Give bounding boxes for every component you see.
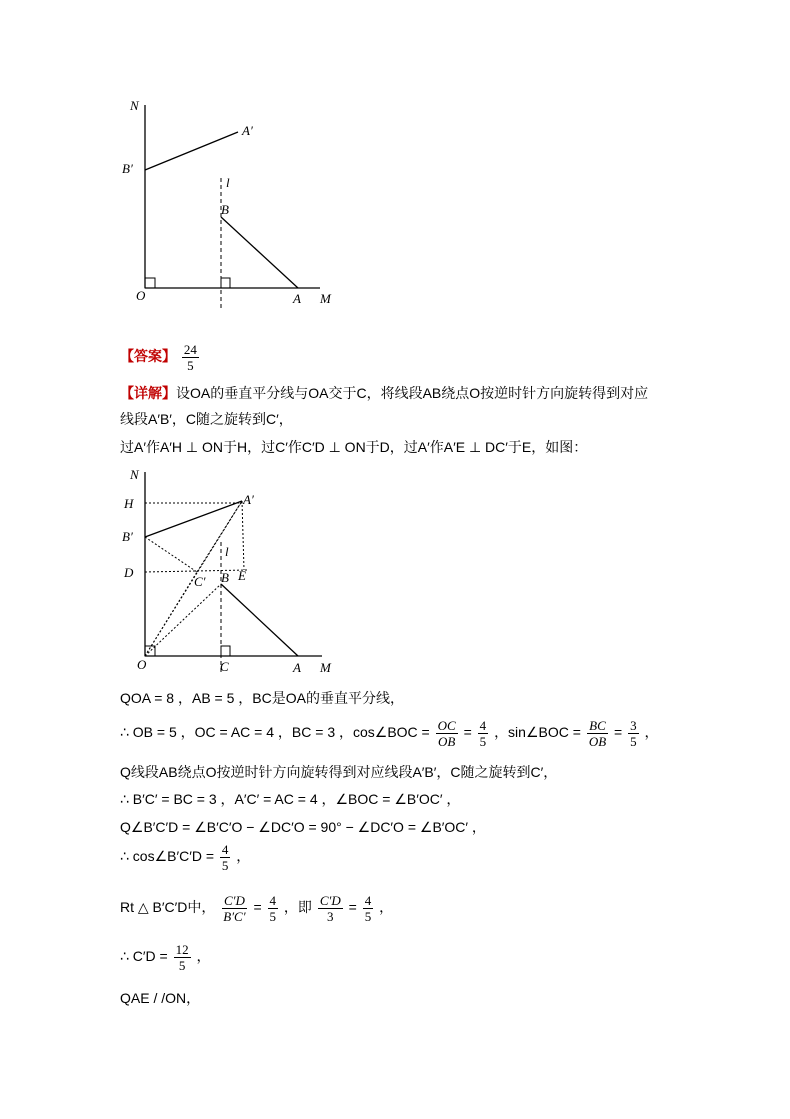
step-2-text-b: ，sin∠BOC = bbox=[494, 724, 581, 741]
step-9: QAE / /ON， bbox=[120, 990, 201, 1006]
figure-2-diagram bbox=[110, 462, 350, 680]
dotted-b-prime-c-prime bbox=[145, 537, 197, 572]
step-8-text: ∴ C′D = bbox=[120, 948, 168, 965]
detail-label: 【详解】 bbox=[120, 385, 176, 401]
frac-cd-3-den: 3 bbox=[327, 909, 334, 924]
right-angle-c-2 bbox=[221, 646, 230, 656]
step-2 bbox=[120, 718, 659, 749]
step-7-eq-1: = bbox=[253, 899, 262, 916]
frac-4-5-d-den: 5 bbox=[364, 909, 372, 924]
step-3: Q线段AB绕点O按逆时针方向旋转得到对应线段A′B′，C随之旋转到C′， bbox=[120, 764, 558, 780]
right-angle-c bbox=[221, 278, 230, 288]
answer-denominator: 5 bbox=[187, 358, 194, 373]
label-l-2: l bbox=[225, 544, 229, 559]
frac-12-5-den: 5 bbox=[178, 958, 186, 973]
frac-4-5-a-den: 5 bbox=[479, 734, 487, 749]
frac-4-5-b-den: 5 bbox=[221, 858, 229, 873]
frac-4-5-d-num: 4 bbox=[364, 893, 372, 908]
label-b-2: B bbox=[221, 570, 229, 585]
label-o: O bbox=[136, 288, 146, 303]
frac-cd-bc-num: C′D bbox=[223, 893, 245, 908]
frac-cd-bc-den: B′C′ bbox=[223, 909, 246, 924]
step-2-eq-2: = bbox=[614, 724, 623, 741]
answer-numerator: 24 bbox=[183, 342, 197, 357]
segment-ab-2 bbox=[221, 584, 298, 656]
step-5: Q∠B′C′D = ∠B′C′O − ∠DC′O = 90° − ∠DC′O = ∠B′OC′ ， bbox=[120, 819, 486, 835]
frac-4-5-c-num: 4 bbox=[269, 893, 277, 908]
answer-label: 【答案】 bbox=[120, 348, 176, 365]
dotted-a-prime-e bbox=[242, 501, 244, 570]
frac-12-5 bbox=[174, 942, 191, 973]
label-m: M bbox=[320, 291, 331, 306]
frac-oc-ob-num: OC bbox=[437, 718, 456, 733]
frac-bc-ob-den: OB bbox=[588, 734, 607, 749]
step-8-end: ， bbox=[196, 948, 211, 965]
label-a: A bbox=[293, 291, 301, 306]
step-7-text-b: ，即 bbox=[283, 899, 312, 916]
frac-oc-ob-den: OB bbox=[438, 734, 456, 749]
step-6 bbox=[120, 842, 250, 873]
frac-4-5-b-num: 4 bbox=[221, 842, 229, 857]
segment-ab bbox=[221, 217, 298, 288]
label-c: C bbox=[220, 659, 229, 674]
detail-line-3: 过A′作A′H ⊥ ON于H，过C′作C′D ⊥ ON于D，过A′作A′E ⊥ DC′于E，如图： bbox=[120, 439, 588, 455]
label-l: l bbox=[226, 175, 230, 190]
label-a-prime: A′ bbox=[242, 123, 253, 138]
detail-line-2: 线段A′B′，C随之旋转到C′， bbox=[120, 411, 293, 427]
label-d: D bbox=[124, 565, 134, 580]
label-o-2: O bbox=[137, 657, 147, 672]
answer-line bbox=[120, 342, 201, 373]
segment-a-prime-b-prime bbox=[145, 132, 238, 170]
frac-cd-3 bbox=[318, 893, 343, 924]
label-a-prime-2: A′ bbox=[243, 492, 254, 507]
label-n: N bbox=[130, 98, 139, 113]
step-2-eq-1: = bbox=[463, 724, 472, 741]
frac-bc-ob-num: BC bbox=[589, 718, 606, 733]
label-h: H bbox=[124, 496, 134, 511]
frac-4-5-a bbox=[478, 718, 489, 749]
label-b: B bbox=[221, 202, 229, 217]
step-2-text-a: ∴ OB = 5 ，OC = AC = 4 ，BC = 3 ，cos∠BOC = bbox=[120, 724, 430, 741]
frac-4-5-c bbox=[268, 893, 279, 924]
label-b-prime-2: B′ bbox=[122, 529, 133, 544]
frac-12-5-num: 12 bbox=[175, 942, 189, 957]
frac-3-5-den: 5 bbox=[630, 734, 637, 749]
label-a-2: A bbox=[293, 660, 301, 675]
step-6-end: ， bbox=[236, 848, 251, 865]
frac-cd-3-num: C′D bbox=[319, 893, 341, 908]
frac-3-5 bbox=[628, 718, 639, 749]
step-1: QOA = 8 ，AB = 5 ，BC是OA的垂直平分线， bbox=[120, 690, 404, 706]
step-7 bbox=[120, 893, 393, 924]
step-8 bbox=[120, 942, 211, 973]
label-m-2: M bbox=[320, 660, 331, 675]
step-2-end: ， bbox=[644, 724, 659, 741]
step-6-text: ∴ cos∠B′C′D = bbox=[120, 848, 215, 865]
frac-4-5-a-num: 4 bbox=[479, 718, 487, 733]
frac-4-5-b bbox=[220, 842, 231, 873]
answer-fraction bbox=[182, 342, 199, 373]
step-4: ∴ B′C′ = BC = 3 ，A′C′ = AC = 4 ，∠BOC = ∠B′OC′ ， bbox=[120, 791, 461, 807]
frac-3-5-num: 3 bbox=[630, 718, 637, 733]
frac-4-5-d bbox=[363, 893, 374, 924]
right-angle-o bbox=[145, 278, 155, 288]
label-n-2: N bbox=[130, 467, 139, 482]
frac-cd-bc bbox=[221, 893, 247, 924]
figure-1-diagram bbox=[110, 90, 350, 310]
step-7-eq-2: = bbox=[348, 899, 357, 916]
segment-b-prime-a-prime bbox=[145, 501, 242, 537]
label-b-prime: B′ bbox=[122, 161, 133, 176]
label-c-prime: C′ bbox=[194, 574, 206, 589]
step-7-text-a: Rt △ B′C′D中， bbox=[120, 899, 216, 916]
label-e: E bbox=[238, 568, 246, 583]
detail-text-1: 设OA的垂直平分线与OA交于C，将线段AB绕点O按逆时针方向旋转得到对应 bbox=[176, 385, 649, 401]
frac-4-5-c-den: 5 bbox=[269, 909, 277, 924]
frac-bc-ob bbox=[587, 718, 608, 749]
detail-line-1 bbox=[120, 383, 648, 403]
step-7-end: ， bbox=[379, 899, 394, 916]
frac-oc-ob bbox=[436, 718, 458, 749]
